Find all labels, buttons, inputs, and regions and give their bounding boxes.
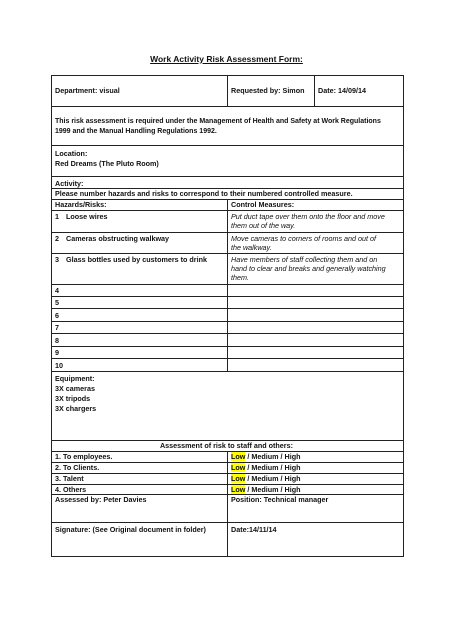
low-highlight: Low: [231, 463, 246, 472]
hazard-row-7-num: 7: [55, 323, 59, 332]
intro-text-line1: This risk assessment is required under the Management of Health and Safety at Work Regulations: [55, 118, 381, 125]
hazards-header: Hazards/Risks:: [55, 200, 107, 209]
hazard-row-4-num: 4: [55, 286, 59, 295]
hazard-row-1-num: 1: [55, 212, 59, 221]
hazard-row-8-num: 8: [55, 336, 59, 345]
hazard-row-3-num: 3: [55, 255, 59, 264]
assessment-header: Assessment of risk to staff and others:: [159, 441, 293, 450]
assessment-row-2-label: 2. To Clients.: [55, 463, 100, 472]
assessment-row-4-rating: Low / Medium / High: [231, 485, 301, 494]
hazard-row-2-num: 2: [55, 234, 59, 243]
assessment-row-1-label: 1. To employees.: [55, 452, 113, 461]
control-row-2-line1: Move cameras to corners of rooms and out of: [231, 234, 377, 243]
hazard-row-10-num: 10: [55, 361, 63, 370]
control-row-3-line1: Have members of staff collecting them and on: [231, 255, 378, 264]
equipment-label: Equipment:: [55, 374, 95, 383]
assessment-row-2-rating: Low / Medium / High: [231, 463, 301, 472]
control-row-3-line2: hand to clear and breaks and generally watching: [231, 264, 386, 273]
assessment-row-3-rating: Low / Medium / High: [231, 474, 301, 483]
position: Position: Technical manager: [231, 495, 329, 504]
hazard-row-6-num: 6: [55, 311, 59, 320]
assessment-row-4-label: 4. Others: [55, 485, 87, 494]
equipment-item-1: 3X cameras: [55, 384, 95, 393]
hazard-row-2-text: Cameras obstructing walkway: [66, 234, 170, 243]
hazard-row-3-text: Glass bottles used by customers to drink: [66, 255, 207, 264]
department-field: Department: visual: [55, 86, 120, 95]
assessment-row-3-label: 3. Talent: [55, 474, 84, 483]
location-label: Location:: [55, 149, 88, 158]
instruction-text: Please number hazards and risks to correspond to their numbered controlled measure.: [55, 189, 353, 198]
intro-text-line2: 1999 and the Manual Handling Regulations 1992.: [55, 128, 217, 135]
equipment-item-3: 3X chargers: [55, 404, 97, 413]
signature-field: Signature: (See Original document in folder): [55, 525, 206, 534]
location-value: Red Dreams (The Pluto Room): [55, 159, 159, 168]
control-row-1-line2: them out of the way.: [231, 221, 296, 230]
low-highlight: Low: [231, 485, 246, 494]
low-highlight: Low: [231, 452, 246, 461]
control-row-1-line1: Put duct tape over them onto the floor and move: [231, 212, 385, 221]
equipment-item-2: 3X tripods: [55, 394, 91, 403]
assessment-row-1-rating: Low / Medium / High: [231, 452, 301, 461]
form-title: Work Activity Risk Assessment Form:: [150, 54, 303, 64]
control-row-3-line3: them.: [231, 273, 249, 282]
sign-date-field: Date:14/11/14: [231, 525, 277, 534]
requested-by-field: Requested by: Simon: [231, 86, 305, 95]
hazard-row-1-text: Loose wires: [66, 212, 108, 221]
control-row-2-line2: the walkway.: [231, 243, 272, 252]
assessed-by: Assessed by: Peter Davies: [55, 495, 147, 504]
controls-header: Control Measures:: [231, 200, 295, 209]
date-field: Date: 14/09/14: [318, 86, 366, 95]
hazard-row-9-num: 9: [55, 348, 59, 357]
activity-label: Activity:: [55, 179, 84, 188]
low-highlight: Low: [231, 474, 246, 483]
hazard-row-5-num: 5: [55, 298, 59, 307]
